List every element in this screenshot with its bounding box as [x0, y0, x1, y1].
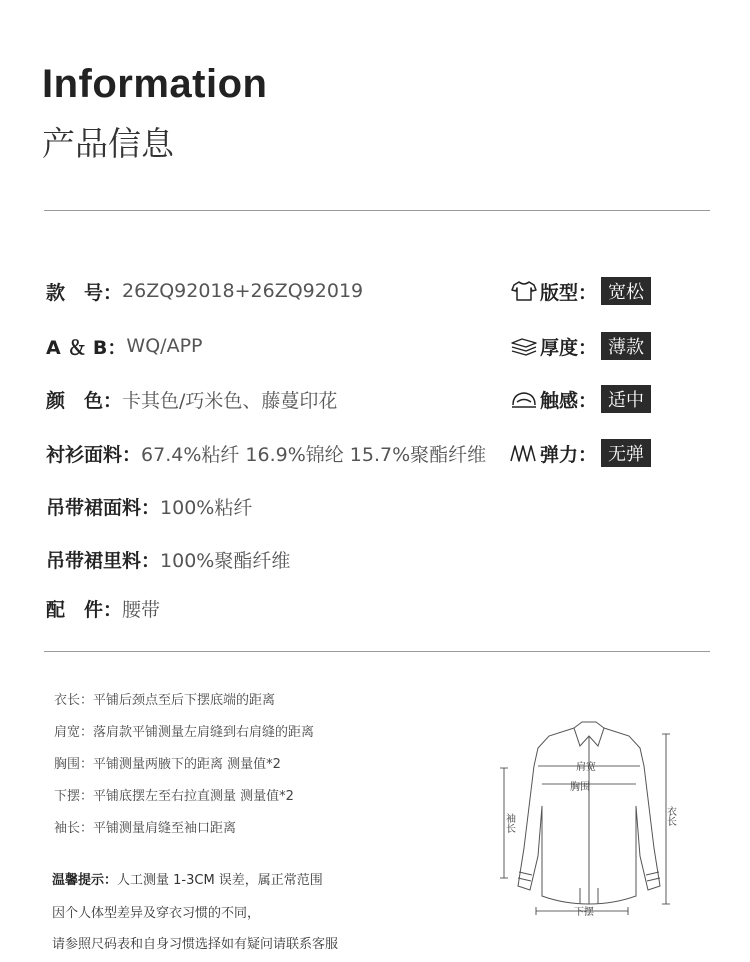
tips-label: 温馨提示： [52, 873, 118, 888]
spec-label: 吊带裙面料： [46, 496, 161, 519]
attr-label: 触感： [540, 389, 598, 412]
spec-row-ab [46, 331, 202, 361]
spec-row-dress-lining [46, 544, 290, 574]
page-title-en: Information [42, 62, 268, 106]
spec-label: 吊带裙里料： [46, 549, 161, 572]
spec-label: A ＆ B： [46, 336, 127, 359]
shirt-icon [510, 280, 538, 302]
measure-shoulder: 肩宽：落肩款平铺测量左肩缝到右肩缝的距离 [54, 725, 315, 740]
hand-touch-icon [510, 388, 538, 410]
spec-row-style-number [46, 276, 363, 306]
tips-line-3: 请参照尺码表和自身习惯选择如有疑问请联系客服 [52, 937, 339, 952]
attr-label: 版型： [540, 281, 598, 304]
page-title-cn: 产品信息 [42, 124, 174, 163]
attr-badge: 适中 [601, 385, 651, 413]
sleeve-label: 袖长 [503, 813, 515, 833]
chest-label: 胸围 [570, 782, 590, 793]
attr-badge: 薄款 [601, 332, 651, 360]
spec-value: 腰带 [122, 598, 161, 621]
measure-sleeve: 袖长：平铺测量肩缝至袖口距离 [54, 821, 237, 836]
divider [44, 210, 710, 211]
attr-elasticity [510, 438, 651, 468]
spec-label: 款 号： [46, 281, 123, 304]
spec-label: 颜 色： [46, 389, 123, 412]
attr-feel [510, 384, 651, 414]
divider [44, 651, 710, 652]
spec-value: 26ZQ92018+26ZQ92019 [122, 280, 364, 302]
tips-line-2: 因个人体型差异及穿衣习惯的不同， [52, 906, 261, 921]
shoulder-label: 肩宽 [576, 762, 596, 773]
attr-label: 弹力： [540, 443, 598, 466]
spec-label: 配 件： [46, 598, 123, 621]
spec-row-shirt-fabric [46, 438, 486, 468]
spec-value: 100%粘纤 [160, 496, 253, 519]
spec-row-accessory [46, 593, 160, 623]
spec-value: WQ/APP [126, 335, 203, 357]
measure-hem: 下摆：平铺底摆左至右拉直测量 测量值*2 [54, 789, 294, 804]
attr-badge: 宽松 [601, 277, 651, 305]
spec-value: 100%聚酯纤维 [160, 549, 291, 572]
attr-badge: 无弹 [601, 439, 651, 467]
tips-line-1 [52, 869, 323, 888]
shirt-measurement-diagram [494, 718, 684, 923]
spec-value: 卡其色/巧米色、藤蔓印花 [122, 389, 338, 412]
spec-value: 67.4%粘纤 16.9%锦纶 15.7%聚酯纤维 [141, 443, 487, 466]
attr-label: 厚度： [540, 336, 598, 359]
measure-chest: 胸围：平铺测量两腋下的距离 测量值*2 [54, 757, 281, 772]
elastic-icon [510, 442, 538, 464]
attr-thickness [510, 331, 651, 361]
spec-row-color [46, 384, 337, 414]
attr-fit [510, 276, 651, 306]
layers-icon [510, 335, 538, 357]
spec-row-dress-fabric [46, 491, 252, 521]
hem-label: 下摆 [574, 907, 594, 918]
length-label: 衣长 [664, 806, 676, 826]
spec-label: 衬衫面料： [46, 443, 142, 466]
measure-length: 衣长：平铺后颈点至后下摆底端的距离 [54, 693, 276, 708]
tips-text: 人工测量 1-3CM 误差，属正常范围 [117, 873, 323, 888]
